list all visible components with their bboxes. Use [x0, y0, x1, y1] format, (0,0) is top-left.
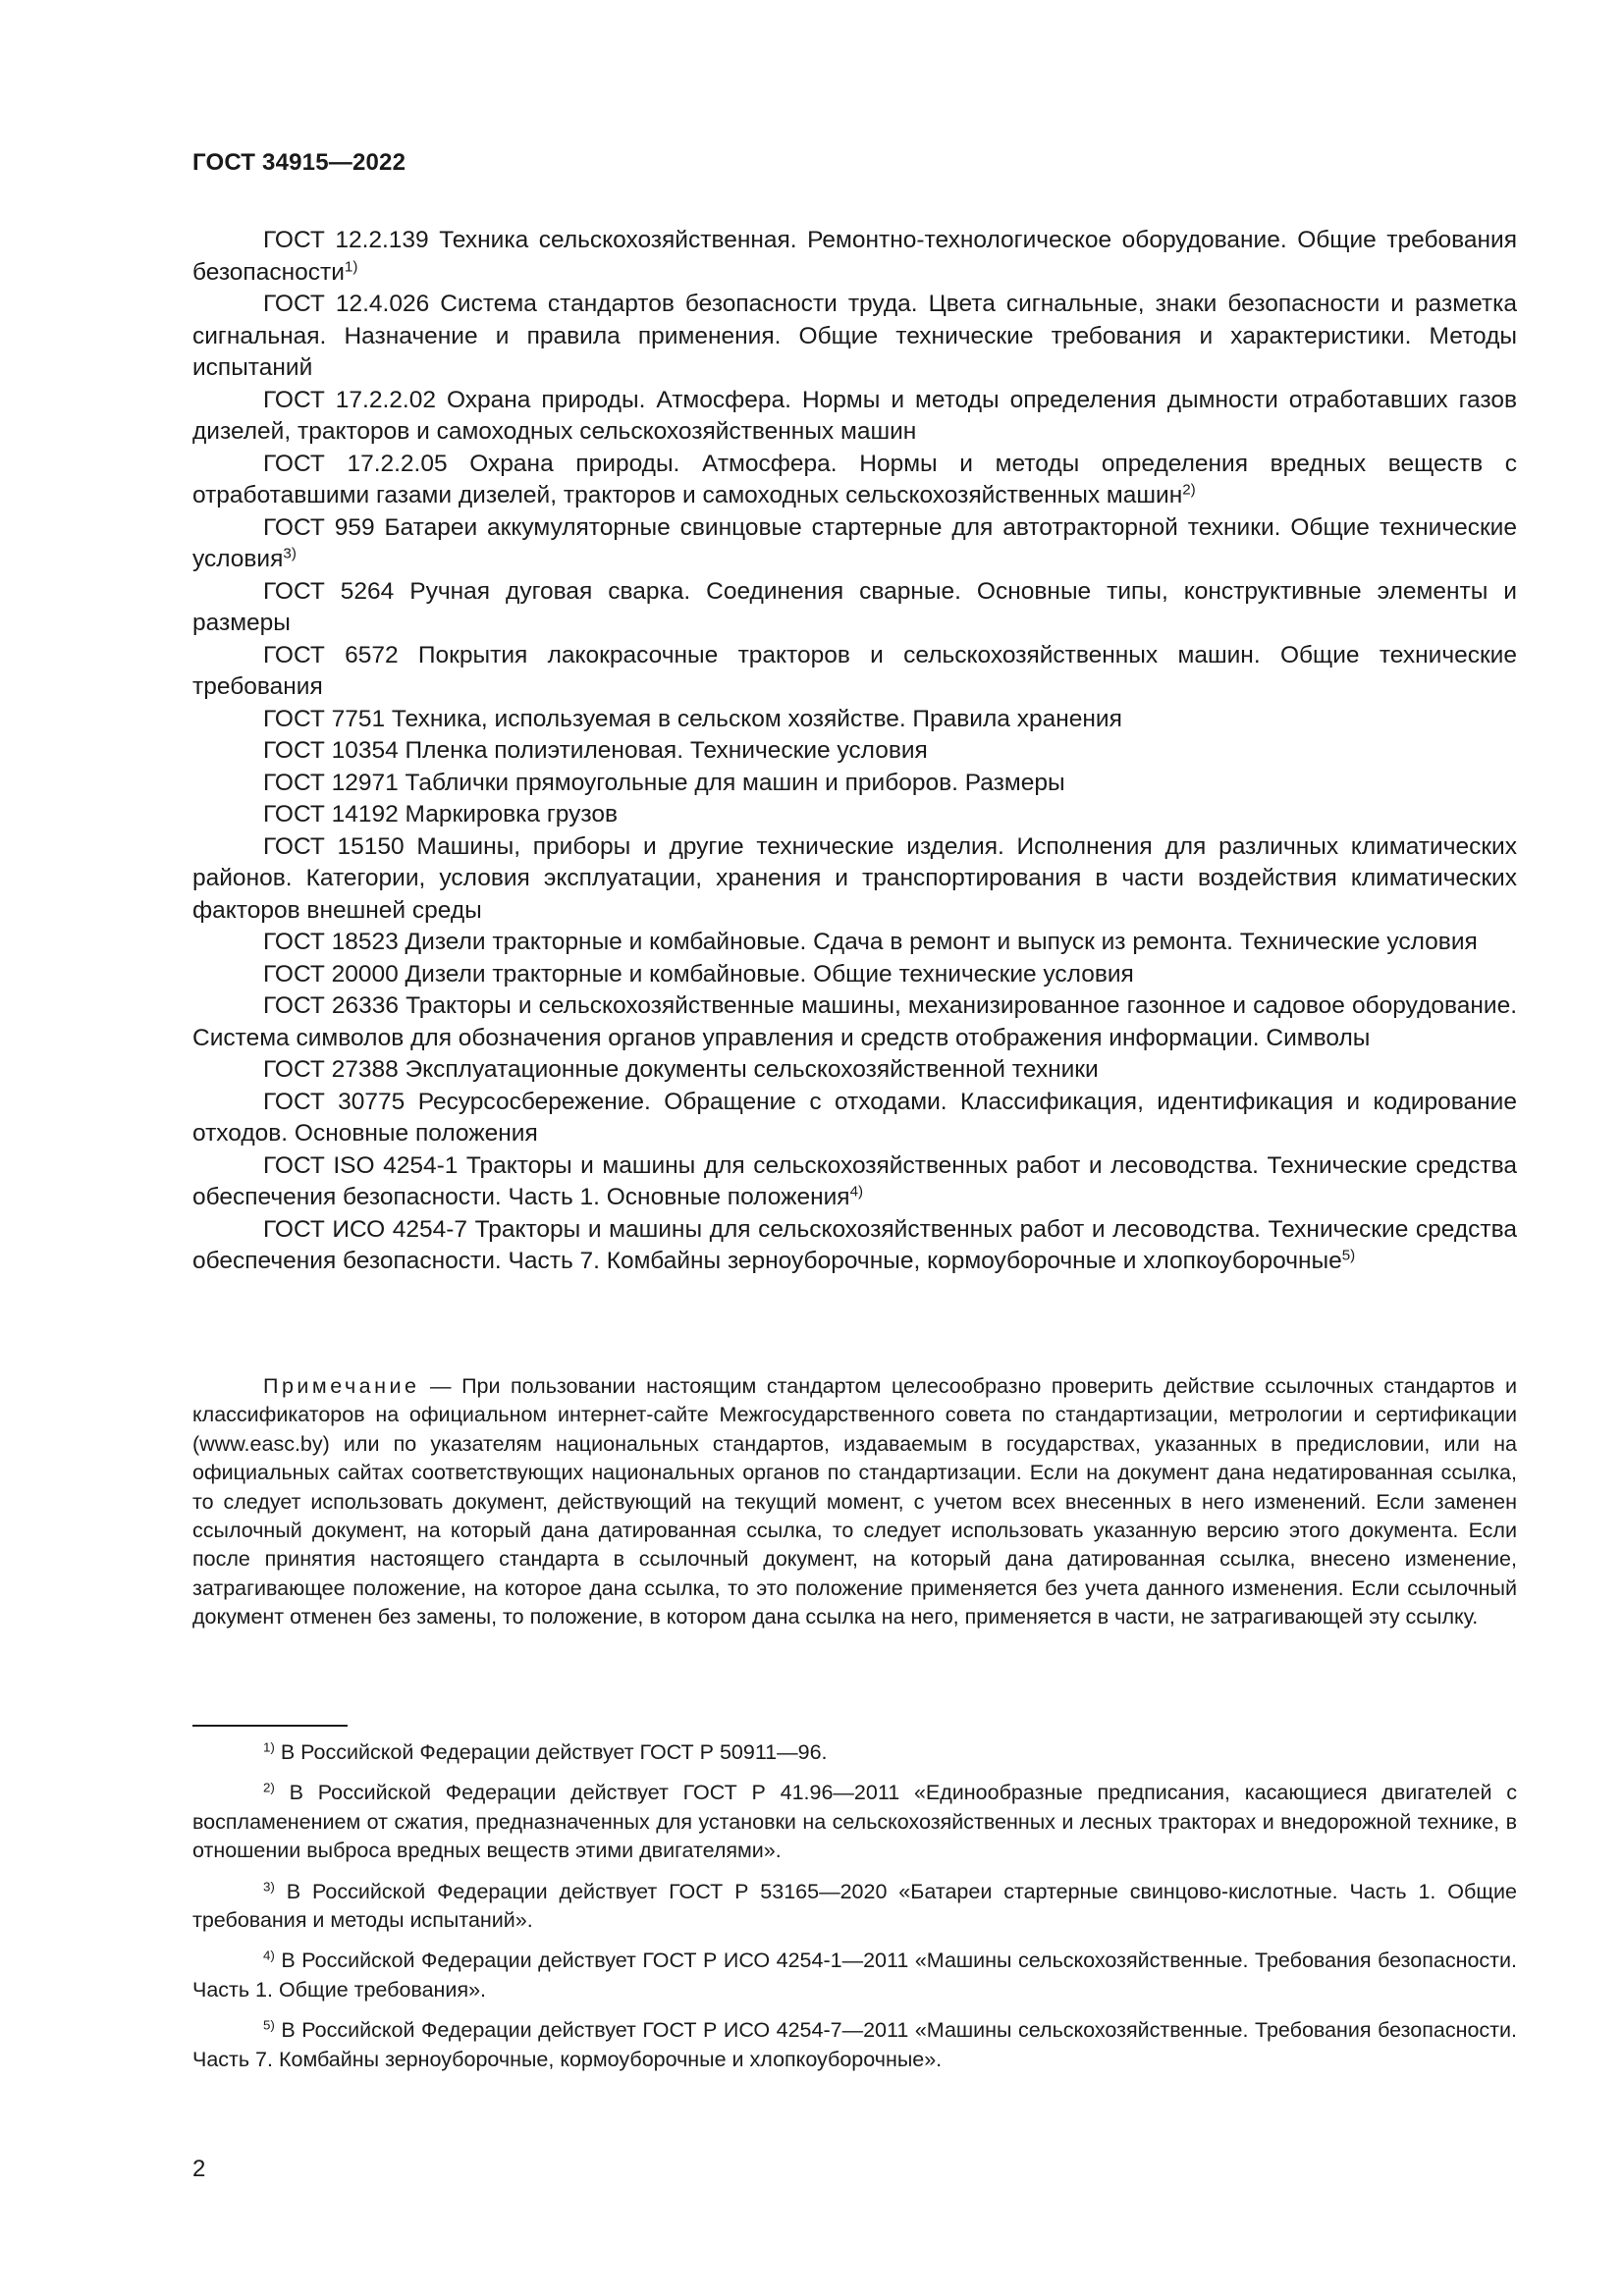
normative-references-list	[192, 225, 1517, 1278]
note-paragraph	[192, 1372, 1517, 1632]
reference-text: ГОСТ 12971 Таблички прямоугольные для машин и приборов. Размеры	[263, 769, 1065, 796]
reference-text: ГОСТ 26336 Тракторы и сельскохозяйственные машины, механизированное газонное и садовое оборудование. Система символов для обозначения органов управления и средств отображения информации. Символы	[192, 992, 1517, 1051]
reference-text: ГОСТ 17.2.2.02 Охрана природы. Атмосфера. Нормы и методы определения дымности отработавших газов дизелей, тракторов и самоходных сельскохозяйственных машин	[192, 386, 1517, 445]
footnote-item	[192, 1878, 1517, 1936]
reference-text: ГОСТ 30775 Ресурсосбережение. Обращение с отходами. Классификация, идентификация и кодирование отходов. Основные положения	[192, 1088, 1517, 1147]
footnote-separator	[192, 1725, 348, 1727]
footnotes	[192, 1738, 1517, 2086]
footnote-marker: 4)	[263, 1949, 275, 1964]
reference-item	[192, 576, 1517, 640]
reference-item	[192, 640, 1517, 704]
footnote-marker: 2)	[263, 1781, 275, 1796]
footnote-item	[192, 2016, 1517, 2074]
reference-text: ГОСТ 15150 Машины, приборы и другие технические изделия. Исполнения для различных климатических районов. Категории, условия эксплуатации, хранения и транспортирования в части воздействия климатических факторов внешней среды	[192, 832, 1517, 924]
reference-text: ГОСТ 14192 Маркировка грузов	[263, 801, 618, 828]
reference-item	[192, 385, 1517, 449]
footnote-marker: 5)	[263, 2017, 275, 2033]
footnote-text: В Российской Федерации действует ГОСТ Р 50911—96.	[280, 1740, 828, 1764]
reference-item	[192, 1150, 1517, 1214]
reference-text: ГОСТ 12.2.139 Техника сельскохозяйственная. Ремонтно-технологическое оборудование. Общие требования безопасности	[192, 227, 1517, 286]
reference-text: ГОСТ ISO 4254-1 Тракторы и машины для сельскохозяйственных работ и лесоводства. Технические средства обеспечения безопасности. Часть 1. Основные положения	[192, 1151, 1517, 1210]
footnote-marker[interactable]: 4)	[849, 1183, 864, 1201]
reference-item	[192, 959, 1517, 991]
footnote-marker[interactable]: 2)	[1182, 481, 1196, 499]
reference-item	[192, 512, 1517, 576]
reference-text: ГОСТ 20000 Дизели тракторные и комбайновые. Общие технические условия	[263, 960, 1134, 988]
footnote-marker[interactable]: 3)	[283, 545, 297, 562]
reference-item	[192, 831, 1517, 928]
reference-text: ГОСТ ИСО 4254-7 Тракторы и машины для сельскохозяйственных работ и лесоводства. Технические средства обеспечения безопасности. Часть 7. Комбайны зерноуборочные, кормоуборочные и хлопкоуборочные	[192, 1215, 1517, 1274]
reference-item	[192, 225, 1517, 289]
footnote-text: В Российской Федерации действует ГОСТ Р 53165—2020 «Батареи стартерные свинцово-кислотные. Часть 1. Общие требования и методы испытаний».	[192, 1879, 1517, 1933]
reference-text: ГОСТ 7751 Техника, используемая в сельском хозяйстве. Правила хранения	[263, 705, 1122, 732]
footnote-marker: 1)	[263, 1739, 275, 1755]
footnote-marker[interactable]: 1)	[344, 258, 358, 276]
footnote-item	[192, 1738, 1517, 1767]
reference-item	[192, 704, 1517, 736]
reference-text: ГОСТ 17.2.2.05 Охрана природы. Атмосфера. Нормы и методы определения вредных веществ с отработавшими газами дизелей, тракторов и самоходных сельскохозяйственных машин	[192, 450, 1517, 508]
footnote-text: В Российской Федерации действует ГОСТ Р ИСО 4254-7—2011 «Машины сельскохозяйственные. Требования безопасности. Часть 7. Комбайны зерноуборочные, кормоуборочные и хлопкоуборочные».	[192, 2018, 1517, 2071]
note-label: Примечание	[263, 1374, 420, 1398]
reference-text: ГОСТ 18523 Дизели тракторные и комбайновые. Сдача в ремонт и выпуск из ремонта. Технические условия	[263, 929, 1478, 955]
reference-item	[192, 1087, 1517, 1150]
reference-text: ГОСТ 12.4.026 Система стандартов безопасности труда. Цвета сигнальные, знаки безопасности и разметка сигнальная. Назначение и правила применения. Общие технические требования и характеристики. Методы испытаний	[192, 291, 1517, 381]
reference-item	[192, 1054, 1517, 1087]
footnote-text: В Российской Федерации действует ГОСТ Р 41.96—2011 «Единообразные предписания, касающиеся двигателей с воспламенением от сжатия, предназначенных для установки на сельскохозяйственных и лесных тракторах и внедорожной технике, в отношении выброса вредных веществ этими двигателями».	[192, 1781, 1517, 1863]
page-number: 2	[192, 2156, 206, 2182]
reference-text: ГОСТ 6572 Покрытия лакокрасочные тракторов и сельскохозяйственных машин. Общие технические требования	[192, 641, 1517, 700]
page-header: ГОСТ 34915—2022	[192, 149, 406, 176]
reference-item	[192, 990, 1517, 1054]
reference-item	[192, 735, 1517, 768]
reference-text: ГОСТ 27388 Эксплуатационные документы сельскохозяйственной техники	[263, 1056, 1099, 1083]
reference-item	[192, 1214, 1517, 1278]
footnote-item	[192, 1779, 1517, 1865]
footnote-marker: 3)	[263, 1879, 275, 1895]
reference-text: ГОСТ 10354 Пленка полиэтиленовая. Технические условия	[263, 737, 928, 764]
reference-item	[192, 289, 1517, 385]
note-text: — При пользовании настоящим стандартом целесообразно проверить действие ссылочных стандартов и классификаторов на официальном интернет-сайте Межгосударственного совета по стандартизации, метрологии и сертификации (www.easc.by) или по указателям национальных стандартов, издаваемым в государствах, указанных в предисловии, или на официальных сайтах соответствующих национальных органов по стандартизации. Если на документ дана недатированная ссылка, то следует использовать документ, действующий на текущий момент, с учетом всех внесенных в него изменений. Если заменен ссылочный документ, на который дана датированная ссылка, то следует использовать указанную версию этого документа. Если после принятия настоящего стандарта в ссылочный документ, на который дана датированная ссылка, внесено изменение, затрагивающее положение, на которое дана ссылка, то это положение применяется без учета данного изменения. Если ссылочный документ отменен без замены, то положение, в котором дана ссылка на него, применяется в части, не затрагивающей эту ссылку.	[192, 1374, 1517, 1629]
reference-text: ГОСТ 959 Батареи аккумуляторные свинцовые стартерные для автотракторной техники. Общие технические условия	[192, 513, 1517, 572]
reference-item	[192, 799, 1517, 831]
footnote-item	[192, 1947, 1517, 2004]
reference-item	[192, 449, 1517, 512]
footnote-text: В Российской Федерации действует ГОСТ Р ИСО 4254-1—2011 «Машины сельскохозяйственные. Требования безопасности. Часть 1. Общие требования».	[192, 1949, 1517, 2002]
reference-text: ГОСТ 5264 Ручная дуговая сварка. Соединения сварные. Основные типы, конструктивные элементы и размеры	[192, 577, 1517, 636]
reference-item	[192, 768, 1517, 800]
footnote-marker[interactable]: 5)	[1341, 1247, 1356, 1264]
reference-item	[192, 927, 1517, 959]
